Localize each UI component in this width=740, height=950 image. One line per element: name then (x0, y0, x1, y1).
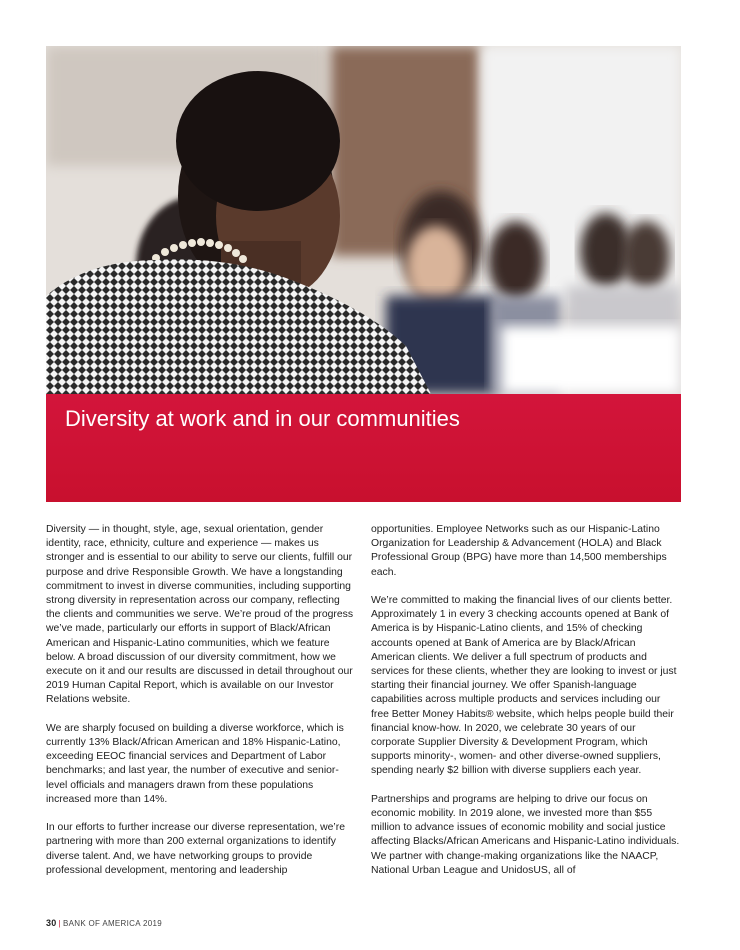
section-banner (46, 394, 681, 502)
footer-separator: | (58, 919, 62, 928)
report-label: BANK OF AMERICA 2019 (63, 919, 162, 928)
body-column-right (371, 523, 681, 892)
paragraph: We are sharply focused on building a diverse workforce, which is currently 13% Black/African American and 18% Hispanic-Latino, exceeding EEOC financial services and Department of Labor benchmarks; and last year, the number of executive and senior-level officials and managers drawn from these populations increased more than 14%. (46, 722, 344, 805)
page-footer (46, 918, 162, 928)
body-column-left (46, 523, 356, 892)
paragraph: Partnerships and programs are helping to drive our focus on economic mobility. In 2019 alone, we invested more than $55 million to advance issues of economic mobility and social justice affecting Blacks/African Americans and Hispanic-Latino individuals. We partner with change-making organizations like the NAACP, National Urban League and UnidosUS, all of (371, 793, 680, 876)
section-title: Diversity at work and in our communities (65, 406, 460, 431)
paragraph: Diversity — in thought, style, age, sexual orientation, gender identity, race, ethnicity, culture and experience — makes us stronger and is essential to our ability to serve our clients, fulfill our purpose and drive Responsible Growth. We have a longstanding commitment to invest in diverse communities, including supporting strong diversity in representation across our company, reflecting the clients and communities we serve. We’re proud of the progress we’ve made, particularly our efforts in support of Black/African American and Hispanic-Latino communities, which we feature below. A broad discussion of our diversity commitment, how we execute on it and our results are discussed in detail throughout our 2019 Human Capital Report, which is available on our Investor Relations website. (46, 524, 354, 706)
paragraph: opportunities. Employee Networks such as our Hispanic-Latino Organization for Leadership & Advancement (HOLA) and Black Professional Group (BPG) have more than 14,500 memberships each. (371, 524, 667, 578)
conference-photo-icon (46, 46, 681, 394)
paragraph: In our efforts to further increase our diverse representation, we’re partnering with more than 200 external organizations to identify diverse talent. And, we have networking groups to provide professional development, mentoring and leadership (46, 822, 345, 876)
paragraph: We’re committed to making the financial lives of our clients better. Approximately 1 in every 3 checking accounts opened at Bank of America is by Hispanic-Latino clients, and 15% of checking accounts opened at Bank of America are by Black/African American clients. We deliver a full spectrum of products and services for these clients, whether they are looking to invest or just starting their financial journey. We offer Spanish-language capabilities across multiple products and services including our free Better Money Habits® website, which helps people build their financial know-how. In 2020, we celebrate 30 years of our corporate Supplier Diversity & Development Program, which supports minority-, women- and other diverse-owned suppliers, spending nearly $2 billion with diverse suppliers each year. (371, 595, 677, 777)
conference-photo (46, 46, 681, 394)
page-number: 30 (46, 918, 57, 928)
